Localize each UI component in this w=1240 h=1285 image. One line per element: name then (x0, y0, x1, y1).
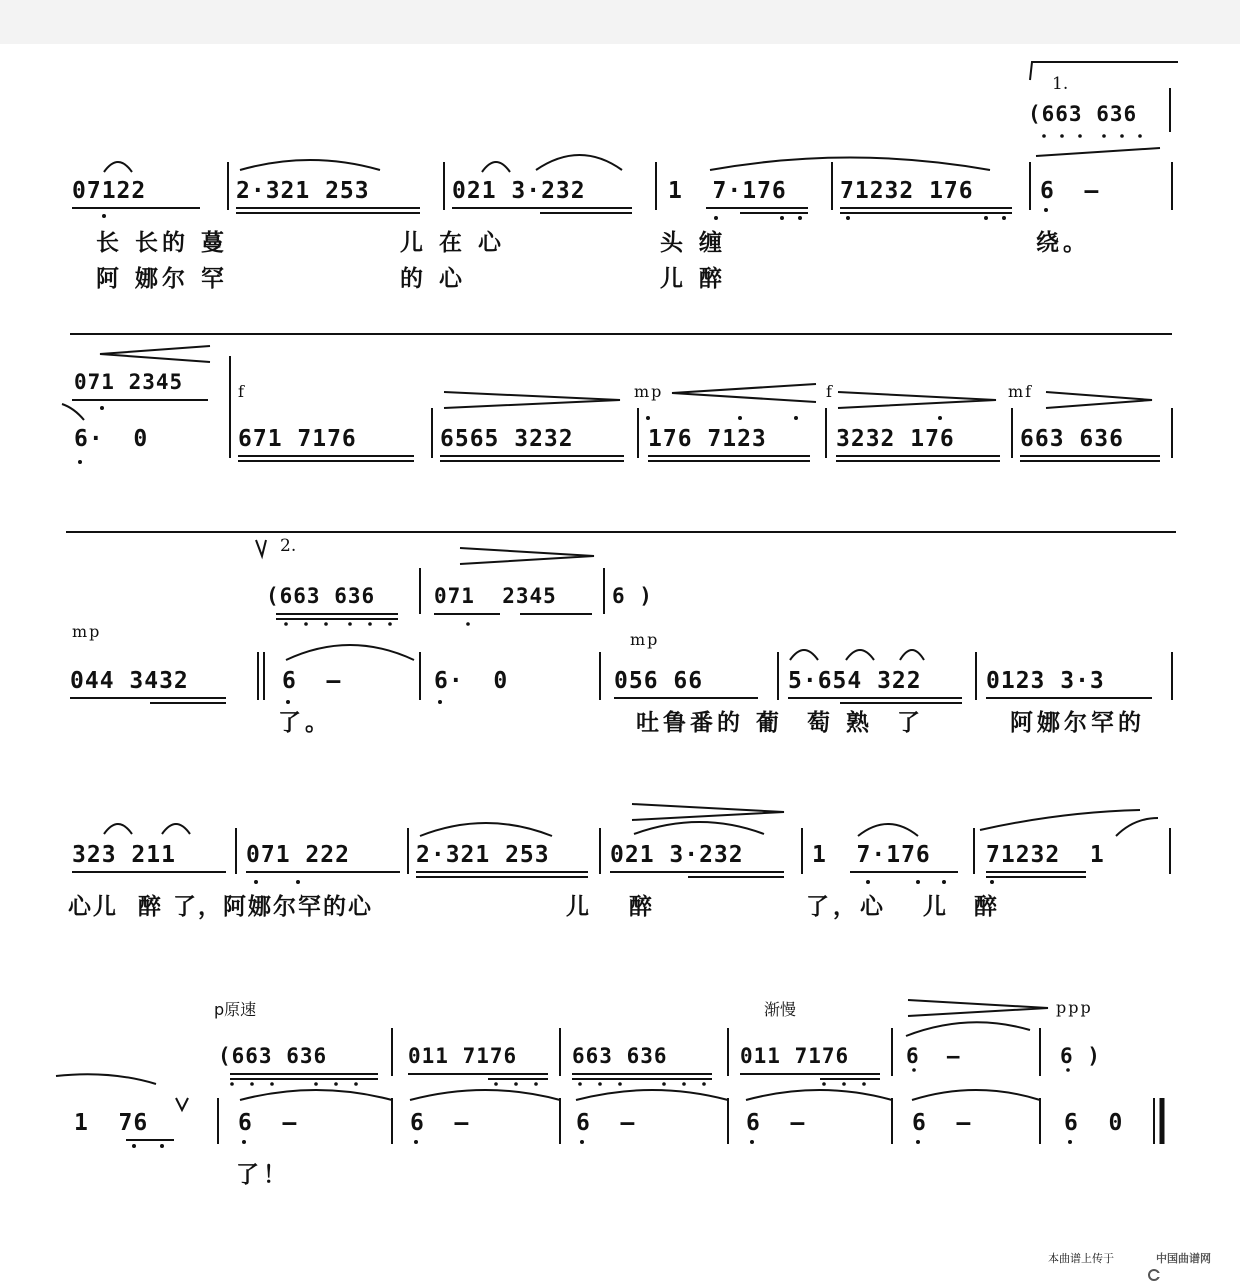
underline (836, 456, 1000, 461)
measure: 044 3432 (70, 668, 189, 694)
underline (706, 208, 808, 213)
measure: 6· 0 (74, 426, 149, 452)
underline (238, 456, 414, 461)
hairpin (672, 384, 816, 402)
inst-part: 6 – (906, 1044, 961, 1068)
lyric: 儿 醉 (566, 894, 657, 920)
measure: 6 – (576, 1110, 636, 1136)
slur (536, 155, 622, 170)
slur (420, 823, 552, 836)
hairpin (838, 392, 996, 408)
hairpin (460, 548, 594, 564)
slur (710, 158, 990, 171)
lyric: 吐鲁番的 葡 萄 熟 了 (636, 710, 925, 736)
volta-bracket (1030, 62, 1178, 80)
slur (56, 1074, 156, 1084)
measure: 1 7·176 (812, 842, 931, 868)
measure: 3232 176 (836, 426, 955, 452)
dynamic-mark: mp (630, 630, 660, 649)
measure: 2·321 253 (236, 178, 370, 204)
slur (104, 162, 132, 172)
measure: 6 – (746, 1110, 806, 1136)
measure: 323 211 (72, 842, 176, 868)
underline (276, 614, 398, 619)
slur (980, 810, 1140, 830)
underline (610, 872, 784, 877)
inst-part: (663 636 (1028, 102, 1138, 126)
dynamic-mark: mf (1008, 382, 1034, 401)
dynamic-mark: f (238, 382, 246, 401)
measure: 6 – (282, 668, 342, 694)
volta-bracket (256, 540, 266, 556)
upper-part: 071 2345 (74, 370, 184, 394)
measure: 6· 0 (434, 668, 509, 694)
hairpin (100, 346, 210, 362)
tie (240, 1090, 392, 1100)
measure: 6565 3232 (440, 426, 574, 452)
inst-part: (663 636 (266, 584, 376, 608)
inst-part: 011 7176 (740, 1044, 850, 1068)
volta-1: 1. (1052, 74, 1069, 94)
measure: 5·654 322 (788, 668, 922, 694)
measure: 6 – (912, 1110, 972, 1136)
tempo-mark: 渐慢 (764, 1000, 797, 1019)
measure: 0123 3·3 (986, 668, 1105, 694)
underline (416, 872, 588, 877)
hairpin (444, 392, 620, 408)
lyric: 长 长的 蔓 (96, 230, 229, 256)
underline (986, 872, 1086, 877)
inst-part: 6 ) (612, 584, 653, 608)
slur (240, 160, 380, 170)
tie (410, 1090, 560, 1100)
slur (162, 824, 190, 834)
measure: 6 – (1040, 178, 1100, 204)
underline (452, 208, 632, 213)
inst-part: 6 ) (1060, 1044, 1101, 1068)
measure: 71232 176 (840, 178, 974, 204)
underline (740, 1074, 880, 1079)
lyric: 阿娜尔罕的 (1010, 710, 1145, 736)
lyric: 阿 娜尔 罕 (96, 266, 229, 292)
lyric: 了。 (278, 710, 332, 736)
underline (648, 456, 810, 461)
upload-note: 本曲谱上传于 (1048, 1252, 1114, 1265)
lyric: 儿 醉 (660, 266, 727, 292)
site-name[interactable]: 中国曲谱网 (1156, 1252, 1211, 1265)
slur (482, 162, 510, 172)
measure: 6 – (238, 1110, 298, 1136)
tie (912, 1090, 1040, 1100)
hairpin (632, 804, 784, 820)
octave-dots (78, 134, 1142, 1148)
inst-part: 071 2345 (434, 584, 557, 608)
measure: 663 636 (1020, 426, 1124, 452)
measure: 2·321 253 (416, 842, 550, 868)
inst-part: 663 636 (572, 1044, 668, 1068)
underline (440, 456, 624, 461)
lyric: 儿 在 心 (400, 230, 506, 256)
tie (576, 1090, 728, 1100)
lyric: 绕。 (1036, 230, 1090, 256)
underline (408, 1074, 548, 1079)
slur (62, 404, 84, 420)
bracket-line (1036, 148, 1160, 156)
lyric: 的 心 (400, 266, 467, 292)
underline (70, 698, 226, 703)
slur (634, 822, 764, 834)
tie (746, 1090, 892, 1100)
slur (790, 650, 818, 660)
slur (286, 645, 414, 660)
measure: 07122 (72, 178, 147, 204)
dynamic-mark: mp (634, 382, 664, 401)
dynamic-mark: mp (72, 622, 102, 641)
measure: 071 222 (246, 842, 350, 868)
hairpin (1046, 392, 1152, 408)
measure: 6 0 (1064, 1110, 1124, 1136)
underline (230, 1074, 378, 1079)
volta-2: 2. (280, 536, 297, 556)
measure: 176 7123 (648, 426, 767, 452)
lyric: 心儿 醉 了，阿娜尔罕的心 (68, 894, 374, 920)
lyric: 了！ (236, 1162, 290, 1188)
dynamic-mark: f (826, 382, 834, 401)
measure: 1 7·176 (668, 178, 787, 204)
measure: 056 66 (614, 668, 704, 694)
slur (900, 650, 924, 660)
measure: 021 3·232 (452, 178, 586, 204)
measure: 6 – (410, 1110, 470, 1136)
inst-part: (663 636 (218, 1044, 328, 1068)
underline (788, 698, 962, 703)
measure: 71232 1 (986, 842, 1105, 868)
lyric: 头 缠 (660, 230, 727, 256)
measure: 021 3·232 (610, 842, 744, 868)
underline (1020, 456, 1160, 461)
slur (858, 824, 918, 836)
measure: 1 76 (74, 1110, 149, 1136)
slur (104, 824, 132, 834)
tempo-mark: p原速 (214, 1000, 257, 1019)
slur (906, 1022, 1030, 1036)
dynamic-mark: ppp (1056, 998, 1093, 1017)
underline (236, 208, 420, 213)
inst-part: 011 7176 (408, 1044, 518, 1068)
measure: 671 7176 (238, 426, 357, 452)
slur (846, 650, 874, 660)
underline (572, 1074, 712, 1079)
lyric: 了，心 儿 醉 (806, 894, 1002, 920)
slur (1116, 818, 1158, 836)
underline (840, 208, 1012, 213)
breath-mark (176, 1098, 188, 1110)
hairpin (908, 1000, 1048, 1016)
